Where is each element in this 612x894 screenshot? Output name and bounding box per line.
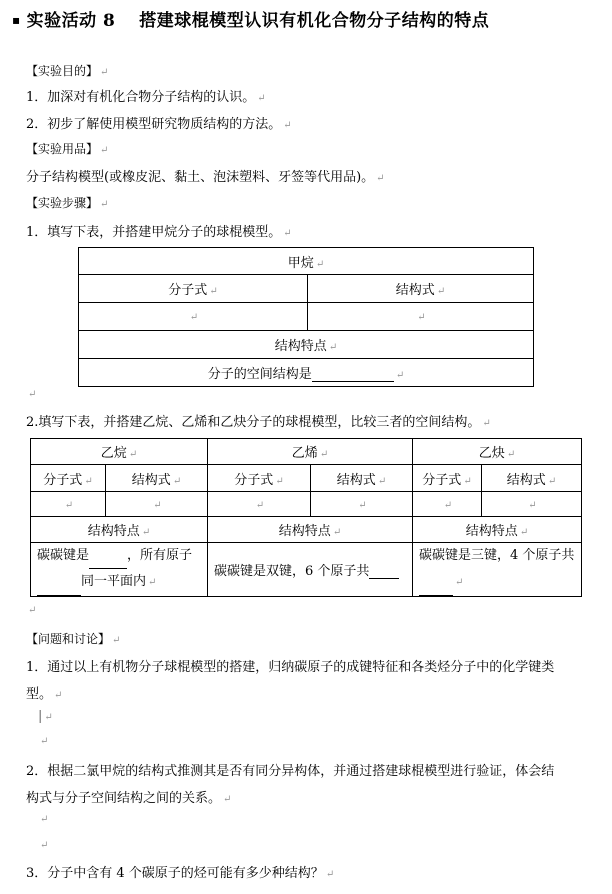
- ethane-formula-header: 分子式 ↵: [31, 465, 106, 492]
- acetylene-desc-cell: 碳碳键是三键，4 个原子共 ↵: [413, 543, 582, 597]
- question-1-line-2: 型。 ↵: [26, 687, 63, 702]
- question-3: 3．分子中含有 4 个碳原子的烃可能有多少种结构？ ↵: [26, 866, 335, 881]
- methane-table: [78, 247, 534, 387]
- methane-spatial-blank[interactable]: [312, 381, 394, 382]
- question-2-line-2: 构式与分子空间结构之间的关系。 ↵: [26, 791, 232, 806]
- methane-title-cell: 甲烷 ↵: [79, 248, 534, 275]
- materials-text: 分子结构模型(或橡皮泥、黏土、泡沫塑料、牙签等代用品)。 ↵: [26, 170, 385, 185]
- ethylene-blank[interactable]: [369, 578, 399, 579]
- acetylene-structure-cell[interactable]: ↵: [482, 492, 582, 517]
- acetylene-structure-header: 结构式 ↵: [482, 465, 582, 492]
- methane-structure-cell[interactable]: ↵: [308, 303, 534, 331]
- hydrocarbons-table: [30, 438, 582, 597]
- step-2: 2.填写下表，并搭建乙烷、乙烯和乙炔分子的球棍模型，比较三者的空间结构。 ↵: [26, 415, 491, 430]
- ethane-formula-cell[interactable]: ↵: [31, 492, 106, 517]
- ethylene-formula-cell[interactable]: ↵: [208, 492, 311, 517]
- paragraph-mark: ↵: [40, 814, 49, 825]
- purpose-heading: 【实验目的】 ↵: [26, 64, 109, 78]
- purpose-item-1: 1．加深对有机化合物分子结构的认识。 ↵: [26, 90, 266, 105]
- ethane-structure-header: 结构式 ↵: [106, 465, 208, 492]
- page-title: [12, 6, 489, 31]
- ethylene-formula-header: 分子式 ↵: [208, 465, 311, 492]
- ethylene-features-header: 结构特点 ↵: [208, 517, 413, 543]
- acetylene-formula-cell[interactable]: ↵: [413, 492, 482, 517]
- text-cursor: | ↵: [38, 709, 53, 724]
- ethane-plane-blank[interactable]: [37, 595, 81, 596]
- methane-spatial-cell: 分子的空间结构是 ↵: [79, 359, 534, 387]
- methane-structure-header: 结构式 ↵: [308, 275, 534, 303]
- paragraph-mark: ↵: [28, 605, 37, 616]
- ethane-features-header: 结构特点 ↵: [31, 517, 208, 543]
- steps-heading: 【实验步骤】 ↵: [26, 196, 109, 210]
- ethane-desc-cell: 碳碳键是 ，所有原子 同一平面内 ↵: [31, 543, 208, 597]
- title-text: 实验活动 8 搭建球棍模型认识有机化合物分子结构的特点: [26, 11, 490, 31]
- step-1: 1．填写下表，并搭建甲烷分子的球棍模型。 ↵: [26, 225, 292, 240]
- ethylene-structure-cell[interactable]: ↵: [311, 492, 413, 517]
- discussion-heading: 【问题和讨论】 ↵: [26, 632, 121, 646]
- materials-heading: 【实验用品】 ↵: [26, 142, 109, 156]
- acetylene-blank[interactable]: [419, 595, 453, 596]
- purpose-item-2: 2．初步了解使用模型研究物质结构的方法。 ↵: [26, 117, 292, 132]
- ethane-title-cell: 乙烷 ↵: [31, 439, 208, 465]
- ethylene-structure-header: 结构式 ↵: [311, 465, 413, 492]
- ethylene-desc-cell: 碳碳键是双键，6 个原子共: [208, 543, 413, 597]
- paragraph-mark: ↵: [28, 389, 37, 400]
- question-2-line-1: 2．根据二氯甲烷的结构式推测其是否有同分异构体，并通过搭建球棍模型进行验证，体会结: [26, 764, 555, 779]
- title-bullet: ▪: [12, 13, 21, 27]
- ethane-structure-cell[interactable]: ↵: [106, 492, 208, 517]
- acetylene-features-header: 结构特点 ↵: [413, 517, 582, 543]
- paragraph-mark: ↵: [40, 736, 49, 747]
- acetylene-title-cell: 乙炔 ↵: [413, 439, 582, 465]
- paragraph-mark: ↵: [40, 840, 49, 851]
- methane-formula-header: 分子式 ↵: [79, 275, 308, 303]
- methane-formula-cell[interactable]: ↵: [79, 303, 308, 331]
- ethylene-title-cell: 乙烯 ↵: [208, 439, 413, 465]
- methane-features-header: 结构特点 ↵: [79, 331, 534, 359]
- acetylene-formula-header: 分子式 ↵: [413, 465, 482, 492]
- ethane-bond-blank[interactable]: [89, 568, 127, 569]
- question-1-line-1: 1．通过以上有机物分子球棍模型的搭建，归纳碳原子的成键特征和各类烃分子中的化学键类: [26, 660, 555, 675]
